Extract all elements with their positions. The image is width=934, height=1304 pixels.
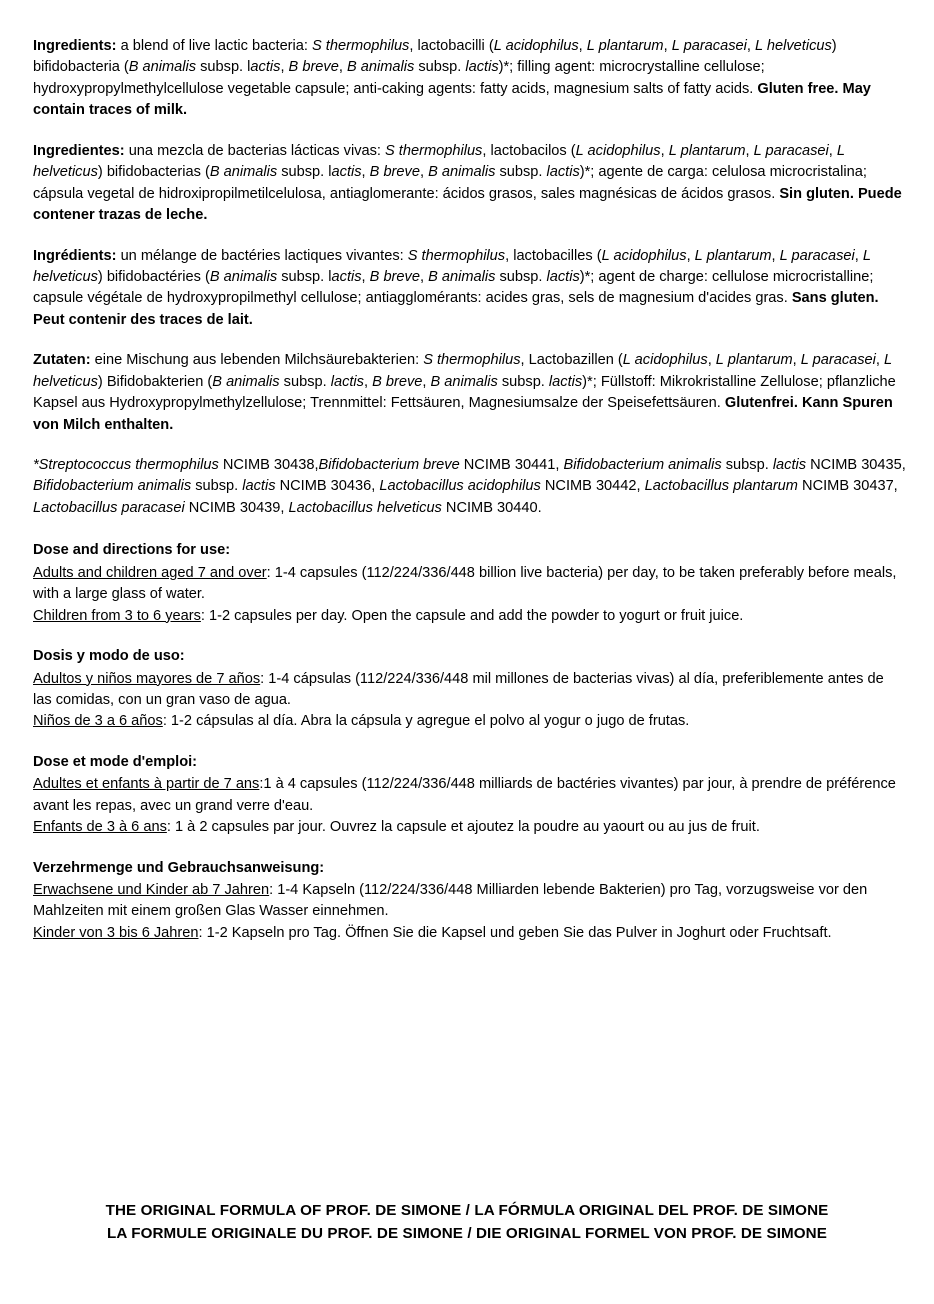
ingredients-text-en-10: subsp. <box>414 59 466 76</box>
ingredients-label-fr: Ingrédients: <box>33 247 117 264</box>
ingredients-text-en-7: subsp. l <box>196 59 251 76</box>
species-name: L helveticus <box>754 38 832 54</box>
ingredients-text-fr-7: subsp. l <box>277 268 332 285</box>
species-name: actis <box>331 268 362 285</box>
species-name: L paracasei <box>671 38 747 54</box>
ingredients-text-en-2: , lactobacilli ( <box>409 38 494 54</box>
ingredients-label-en: Ingredients: <box>33 38 117 54</box>
species-name: lactis <box>465 59 499 76</box>
ingredients-text-de-4: , <box>792 352 801 369</box>
ingredients-text-es-5: , <box>828 142 837 159</box>
dose-audience-text: : 1-4 capsules (112/224/336/448 billion live bacteria) per day, to be taken preferably before meals, with a large glass of water. <box>33 564 897 603</box>
strain-code: NCIMB 30442, <box>540 478 645 495</box>
species-name: L plantarum <box>668 142 746 159</box>
strain-code: NCIMB 30438, <box>218 457 319 473</box>
ingredients-text-fr-8: , <box>361 268 370 285</box>
footer-formula-statement <box>0 1199 934 1246</box>
species-name: lactis <box>546 268 580 285</box>
strain-code: NCIMB 30441, <box>459 457 564 473</box>
ingredients-text-en-3: , <box>578 38 587 54</box>
dose-section-de <box>33 858 906 945</box>
ingredients-paragraph-fr <box>33 246 906 332</box>
ingredients-text-fr-10: subsp. <box>495 268 547 285</box>
ingredients-paragraph-es <box>33 141 906 227</box>
dose-audience-label: Erwachsene und Kinder ab 7 Jahren <box>33 882 270 898</box>
ingredients-text-es-11: )*; agente de carga: celulosa microcristalina; cápsula vegetal de hidroxipropilmetilcelulosa, antiaglomerante: ácidos grasos, sales magnésicas de ácidos grasos. <box>33 164 867 202</box>
ingredients-text-en-5: , <box>746 38 755 54</box>
ingredients-paragraph-en <box>33 36 906 122</box>
dose-line-children-en <box>33 606 906 627</box>
dose-line-children-es <box>33 711 906 732</box>
species-name: L plantarum <box>715 352 793 369</box>
ingredients-text-de-10: subsp. <box>497 373 549 390</box>
ingredients-text-de-9: , <box>422 373 431 390</box>
ingredients-text-es-7: subsp. l <box>277 164 332 181</box>
dose-audience-label: Children from 3 to 6 years <box>33 607 201 624</box>
species-name: lactis <box>546 164 580 181</box>
species-name: B breve <box>372 373 423 390</box>
ingredients-text-de-5: , <box>875 352 885 369</box>
ingredients-text-es-2: , lactobacilos ( <box>482 142 576 159</box>
ingredients-text-fr-11: )*; agent de charge: cellulose microcristalline; capsule végétale de hydroxypropilmethyl cellulose; antiagglomérants: acides gras, sels de magnesium d'acides gras. <box>33 268 874 307</box>
ingredients-text-de-2: , Lactobazillen ( <box>520 352 623 369</box>
species-name: Bifidobacterium breve <box>318 457 460 473</box>
ingredients-text-fr-3: , <box>686 247 695 264</box>
ingredients-text-en-11: )*; filling agent: microcrystalline cellulose; hydroxypropylmethylcellulose vegetable capsule; anti-caking agents: fatty acids, magnesium salts of fatty acids. <box>33 59 765 97</box>
species-name: B animalis <box>128 59 197 76</box>
species-name: L plantarum <box>586 38 664 54</box>
species-name: Lactobacillus helveticus <box>288 499 442 516</box>
strain-code: NCIMB 30440. <box>441 499 542 516</box>
ingredients-text-de-7: subsp. <box>279 373 331 390</box>
ingredients-text-es-4: , <box>745 142 754 159</box>
strain-code: subsp. <box>721 457 773 473</box>
ingredients-text-es-3: , <box>660 142 669 159</box>
species-name: L acidophilus <box>601 247 687 264</box>
ingredients-text-es-8: , <box>361 164 370 181</box>
strain-code: subsp. <box>191 478 243 495</box>
dose-line-adults-fr <box>33 774 906 817</box>
dose-audience-text: : 1 à 2 capsules par jour. Ouvrez la capsule et ajoutez la poudre au yaourt ou au jus de fruit. <box>166 819 760 836</box>
dose-audience-text: : 1-2 capsules per day. Open the capsule and add the powder to yogurt or fruit juice. <box>200 607 744 624</box>
dose-heading-fr: Dose et mode d'emploi: <box>33 753 198 770</box>
ingredients-text-fr-1: un mélange de bactéries lactiques vivantes: <box>116 247 408 264</box>
dose-section-en <box>33 540 906 627</box>
species-name: B animalis <box>212 373 280 390</box>
gluten-free-note-es: Sin gluten. Puede contener trazas de leche. <box>33 185 902 224</box>
dose-audience-label: Kinder von 3 bis 6 Jahren <box>33 924 199 941</box>
species-name: lactis <box>242 478 276 495</box>
ingredients-label-de: Zutaten: <box>33 352 91 369</box>
gluten-free-note-de: Glutenfrei. Kann Spuren von Milch enthalten. <box>33 395 893 433</box>
species-name: L acidophilus <box>575 142 661 159</box>
species-name: B animalis <box>428 268 496 285</box>
dose-audience-text: :1 à 4 capsules (112/224/336/448 milliards de bactéries vivantes) par jour, à prendre de préférence avant les repas, avec un grand verre d'eau. <box>33 776 896 814</box>
dose-audience-text: : 1-2 cápsulas al día. Abra la cápsula y agregue el polvo al yogur o jugo de frutas. <box>162 713 690 730</box>
species-name: B breve <box>369 268 420 285</box>
species-name: S thermophilus <box>423 352 521 369</box>
species-name: *Streptococcus thermophilus <box>33 457 219 473</box>
dose-audience-label: Adultes et enfants à partir de 7 ans <box>33 776 260 793</box>
ingredients-text-en-8: , <box>280 59 289 76</box>
dose-heading-en: Dose and directions for use: <box>33 542 231 559</box>
ingredients-text-de-11: )*; Füllstoff: Mikrokristalline Zellulose; pflanzliche Kapsel aus Hydroxypropylmethylzellulose; Trennmittel: Fettsäuren, Magnesiumsalze der Speisefettsäuren. <box>33 373 896 412</box>
ingredients-text-fr-9: , <box>419 268 429 285</box>
ingredients-text-es-9: , <box>419 164 429 181</box>
species-name: L helveticus <box>33 142 845 181</box>
species-name: actis <box>250 59 281 76</box>
strain-list <box>33 455 906 519</box>
species-name: B animalis <box>430 373 498 390</box>
species-name: L paracasei <box>753 142 829 159</box>
species-name: B breve <box>288 59 339 76</box>
ingredients-text-fr-2: , lactobacilles ( <box>505 247 602 264</box>
species-name: Bifidobacterium animalis <box>33 478 192 495</box>
dose-section-es <box>33 646 906 733</box>
dose-heading-de: Verzehrmenge und Gebrauchsanweisung: <box>33 859 325 876</box>
species-name: lactis <box>548 373 583 390</box>
species-name: lactis <box>330 373 364 390</box>
strain-code: NCIMB 30435, <box>806 457 906 473</box>
ingredients-label-es: Ingredientes: <box>33 142 125 159</box>
species-name: B animalis <box>209 268 278 285</box>
species-name: S thermophilus <box>312 38 410 54</box>
dose-line-children-fr <box>33 817 906 838</box>
dose-audience-label: Adults and children aged 7 and over <box>33 564 267 581</box>
strain-code: NCIMB 30437, <box>797 478 898 495</box>
ingredients-text-de-3: , <box>707 352 716 369</box>
species-name: S thermophilus <box>407 247 506 264</box>
gluten-free-note-fr: Sans gluten. Peut contenir des traces de lait. <box>33 290 879 328</box>
species-name: Bifidobacterium animalis <box>563 457 722 473</box>
strain-code: NCIMB 30439, <box>184 499 289 516</box>
strain-code: NCIMB 30436, <box>275 478 380 495</box>
dose-audience-text: : 1-4 Kapseln (112/224/336/448 Milliarden lebende Bakterien) pro Tag, vorzugsweise vor den Mahlzeiten mit einem großen Glas Wasser einnehmen. <box>33 882 868 920</box>
species-name: Lactobacillus paracasei <box>33 499 185 516</box>
species-name: Lactobacillus plantarum <box>644 478 798 495</box>
ingredients-text-es-1: una mezcla de bacterias lácticas vivas: <box>124 142 386 159</box>
dose-line-adults-es <box>33 669 906 712</box>
ingredients-text-fr-6: ) bifidobactéries ( <box>97 268 210 285</box>
ingredients-text-es-10: subsp. <box>495 164 547 181</box>
species-name: B breve <box>369 164 420 181</box>
dose-audience-label: Adultos y niños mayores de 7 años <box>33 670 261 687</box>
dose-audience-label: Enfants de 3 à 6 ans <box>33 819 167 836</box>
dose-heading-es: Dosis y modo de uso: <box>33 648 185 665</box>
ingredients-text-de-1: eine Mischung aus lebenden Milchsäurebakterien: <box>90 352 424 369</box>
ingredients-text-en-9: , <box>338 59 347 76</box>
footer-line-2: LA FORMULE ORIGINALE DU PROF. DE SIMONE / DIE ORIGINAL FORMEL VON PROF. DE SIMONE <box>107 1225 827 1243</box>
ingredients-text-de-6: ) Bifidobakterien ( <box>97 373 213 390</box>
species-name: actis <box>331 164 362 181</box>
species-name: Lactobacillus acidophilus <box>379 478 541 495</box>
species-name: B animalis <box>346 59 415 76</box>
dose-audience-text: : 1-2 Kapseln pro Tag. Öffnen Sie die Kapsel und geben Sie das Pulver in Joghurt oder Fruchtsaft. <box>198 924 832 941</box>
ingredients-text-es-6: ) bifidobacterias ( <box>97 164 210 181</box>
species-name: B animalis <box>428 164 496 181</box>
ingredients-text-en-4: , <box>663 38 672 54</box>
dose-line-children-de <box>33 923 906 944</box>
dose-section-fr <box>33 752 906 839</box>
gluten-free-note-en: Gluten free. May contain traces of milk. <box>33 80 871 119</box>
species-name: L plantarum <box>694 247 772 264</box>
species-name: B animalis <box>209 164 278 181</box>
species-name: lactis <box>772 457 807 473</box>
species-name: L helveticus <box>33 352 892 390</box>
dose-audience-label: Niños de 3 a 6 años <box>33 713 163 730</box>
ingredients-paragraph-de <box>33 350 906 436</box>
ingredients-text-de-8: , <box>363 373 373 390</box>
dose-audience-text: : 1-4 cápsulas (112/224/336/448 mil millones de bacterias vivas) al día, preferiblemente antes de las comidas, con un gran vaso de agua. <box>33 670 884 708</box>
species-name: S thermophilus <box>385 142 483 159</box>
species-name: L helveticus <box>33 247 871 285</box>
dose-line-adults-de <box>33 880 906 923</box>
footer-line-1: THE ORIGINAL FORMULA OF PROF. DE SIMONE / LA FÓRMULA ORIGINAL DEL PROF. DE SIMONE <box>105 1201 829 1219</box>
ingredients-text-fr-5: , <box>854 247 863 264</box>
dose-line-adults-en <box>33 563 906 606</box>
ingredients-text-en-6: ) bifidobacteria ( <box>33 38 837 76</box>
species-name: L paracasei <box>800 352 876 369</box>
ingredients-text-en-1: a blend of live lactic bacteria: <box>116 38 313 54</box>
species-name: L acidophilus <box>493 38 579 54</box>
species-name: L acidophilus <box>622 352 708 369</box>
ingredients-text-fr-4: , <box>771 247 780 264</box>
species-name: L paracasei <box>779 247 855 264</box>
